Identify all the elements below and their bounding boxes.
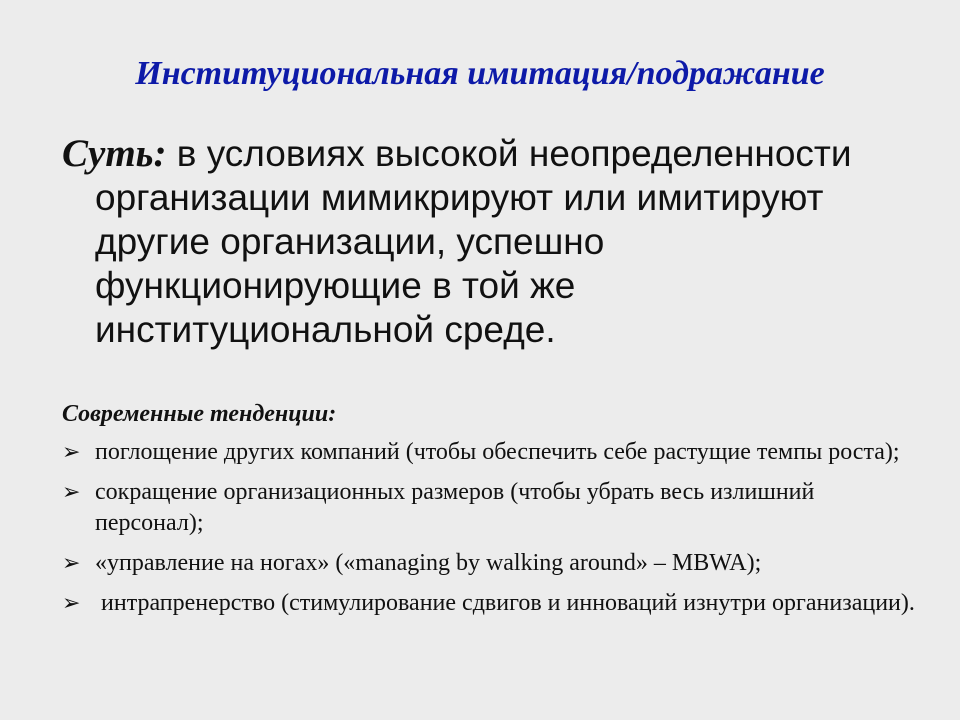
essence-text-line: институциональной среде.	[95, 309, 556, 350]
essence-text-line: организации мимикрируют или имитируют	[95, 177, 824, 218]
trends-heading: Современные тенденции:	[62, 401, 337, 427]
trend-text: поглощение других компаний (чтобы обеспечить себе растущие темпы роста);	[95, 439, 900, 465]
essence-text-line: в условиях высокой неопределенности	[176, 133, 852, 174]
essence-block	[62, 132, 922, 352]
arrow-bullet-icon: ➢	[62, 480, 81, 505]
arrow-bullet-icon: ➢	[62, 551, 81, 576]
essence-text-line: функционирующие в той же	[95, 265, 576, 306]
trend-text: «управление на ногах» («managing by walking around» – MBWA);	[95, 550, 762, 576]
trend-text: интрапренерство (стимулирование сдвигов и инноваций изнутри организации).	[95, 590, 915, 616]
trends-list	[62, 437, 922, 628]
trend-item	[62, 588, 922, 619]
trend-item	[62, 477, 922, 539]
arrow-bullet-icon: ➢	[62, 440, 81, 465]
trend-item	[62, 437, 922, 468]
trend-text: сокращение организационных размеров (чтобы убрать весь излишний персонал);	[95, 479, 815, 536]
slide-title: Институциональная имитация/подражание	[135, 55, 825, 92]
essence-first-line	[62, 132, 922, 176]
trend-item	[62, 548, 922, 579]
essence-text-line: другие организации, успешно	[95, 221, 605, 262]
arrow-bullet-icon: ➢	[62, 591, 81, 616]
essence-label: Суть:	[62, 132, 167, 175]
